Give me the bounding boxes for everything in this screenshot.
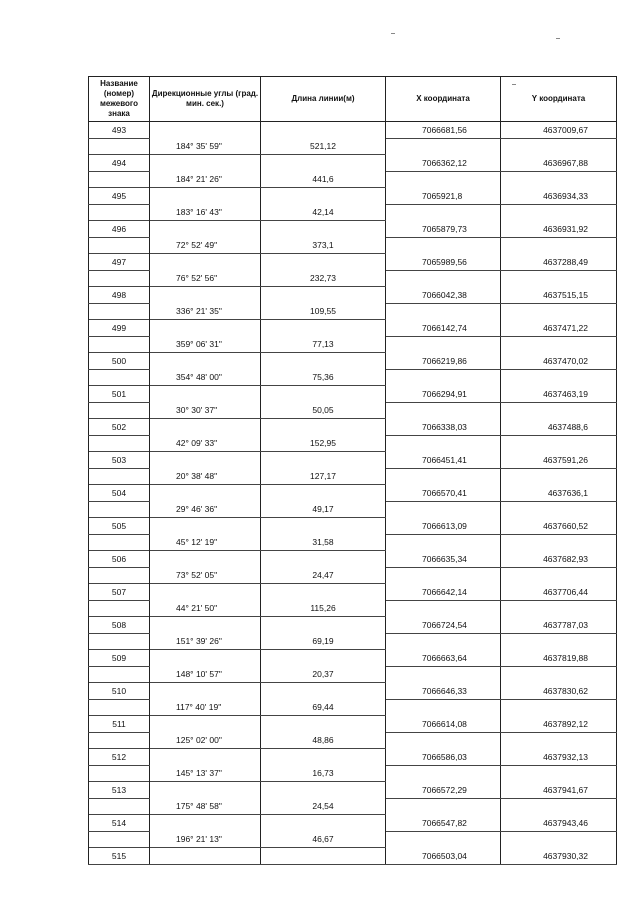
- x-coordinate: 7066042,38: [386, 287, 501, 304]
- empty-cell: [89, 666, 150, 683]
- point-name: 498: [89, 287, 150, 304]
- empty-cell: [261, 716, 386, 733]
- table-row-line: [89, 831, 617, 848]
- y-coordinate: 4637682,93: [501, 551, 617, 568]
- empty-cell: [501, 501, 617, 518]
- point-name: 510: [89, 683, 150, 700]
- empty-cell: [501, 369, 617, 386]
- empty-cell: [89, 402, 150, 419]
- direction-angle: 117° 40' 19": [150, 699, 261, 716]
- empty-cell: [386, 732, 501, 749]
- empty-cell: [89, 303, 150, 320]
- table-row-line: [89, 765, 617, 782]
- empty-cell: [501, 402, 617, 419]
- table-body: [89, 122, 617, 865]
- line-length: 46,67: [261, 831, 386, 848]
- empty-cell: [501, 567, 617, 584]
- x-coordinate: 7066663,64: [386, 650, 501, 667]
- direction-angle: 125° 02' 00": [150, 732, 261, 749]
- empty-cell: [150, 518, 261, 535]
- empty-cell: [261, 683, 386, 700]
- empty-cell: [89, 732, 150, 749]
- y-coordinate: 4637470,02: [501, 353, 617, 370]
- scan-speck: [556, 38, 560, 39]
- scan-speck: [391, 33, 395, 34]
- empty-cell: [386, 171, 501, 188]
- x-coordinate: 7065989,56: [386, 254, 501, 271]
- x-coordinate: 7066586,03: [386, 749, 501, 766]
- x-coordinate: 7066338,03: [386, 419, 501, 436]
- empty-cell: [89, 600, 150, 617]
- line-length: 20,37: [261, 666, 386, 683]
- empty-cell: [261, 386, 386, 403]
- x-coordinate: 7066503,04: [386, 848, 501, 865]
- y-coordinate: 4637892,12: [501, 716, 617, 733]
- direction-angle: 354° 48' 00": [150, 369, 261, 386]
- y-coordinate: 4637943,46: [501, 815, 617, 832]
- empty-cell: [150, 716, 261, 733]
- x-coordinate: 7066451,41: [386, 452, 501, 469]
- x-coordinate: 7066362,12: [386, 155, 501, 172]
- x-coordinate: 7066635,34: [386, 551, 501, 568]
- y-coordinate: 4637706,44: [501, 584, 617, 601]
- empty-cell: [89, 435, 150, 452]
- empty-cell: [89, 138, 150, 155]
- direction-angle: 42° 09' 33": [150, 435, 261, 452]
- point-name: 501: [89, 386, 150, 403]
- point-name: 512: [89, 749, 150, 766]
- empty-cell: [89, 369, 150, 386]
- empty-cell: [501, 468, 617, 485]
- table-row-line: [89, 402, 617, 419]
- table-row-point: [89, 386, 617, 403]
- direction-angle: 44° 21' 50": [150, 600, 261, 617]
- empty-cell: [89, 270, 150, 287]
- empty-cell: [261, 815, 386, 832]
- table-row-line: [89, 171, 617, 188]
- x-coordinate: 7066642,14: [386, 584, 501, 601]
- line-length: 49,17: [261, 501, 386, 518]
- table-row-point: [89, 122, 617, 139]
- point-name: 493: [89, 122, 150, 139]
- table-row-point: [89, 188, 617, 205]
- direction-angle: 72° 52' 49": [150, 237, 261, 254]
- table-row-point: [89, 716, 617, 733]
- header-angle: Дирекционные углы (град. мин. сек.): [150, 77, 261, 122]
- empty-cell: [89, 534, 150, 551]
- line-length: 373,1: [261, 237, 386, 254]
- table-row-line: [89, 798, 617, 815]
- point-name: 515: [89, 848, 150, 865]
- empty-cell: [501, 237, 617, 254]
- line-length: 24,54: [261, 798, 386, 815]
- x-coordinate: 7066681,56: [386, 122, 501, 139]
- empty-cell: [261, 122, 386, 139]
- direction-angle: 184° 21' 26": [150, 171, 261, 188]
- direction-angle: 30° 30' 37": [150, 402, 261, 419]
- empty-cell: [89, 468, 150, 485]
- table-row-point: [89, 485, 617, 502]
- empty-cell: [386, 831, 501, 848]
- y-coordinate: 4637830,62: [501, 683, 617, 700]
- table-row-point: [89, 518, 617, 535]
- empty-cell: [150, 584, 261, 601]
- y-coordinate: 4637471,22: [501, 320, 617, 337]
- direction-angle: 336° 21' 35": [150, 303, 261, 320]
- x-coordinate: 7065921,8: [386, 188, 501, 205]
- empty-cell: [89, 567, 150, 584]
- empty-cell: [386, 534, 501, 551]
- table-row-point: [89, 287, 617, 304]
- table-row-point: [89, 782, 617, 799]
- point-name: 495: [89, 188, 150, 205]
- table-row-point: [89, 815, 617, 832]
- empty-cell: [261, 782, 386, 799]
- empty-cell: [89, 171, 150, 188]
- empty-cell: [89, 204, 150, 221]
- x-coordinate: 7066614,08: [386, 716, 501, 733]
- direction-angle: 183° 16' 43": [150, 204, 261, 221]
- table-row-point: [89, 155, 617, 172]
- y-coordinate: 4636967,88: [501, 155, 617, 172]
- table-row-line: [89, 732, 617, 749]
- x-coordinate: 7066613,09: [386, 518, 501, 535]
- empty-cell: [501, 633, 617, 650]
- empty-cell: [150, 782, 261, 799]
- x-coordinate: 7066219,86: [386, 353, 501, 370]
- y-coordinate: 4637591,26: [501, 452, 617, 469]
- empty-cell: [386, 303, 501, 320]
- empty-cell: [150, 551, 261, 568]
- empty-cell: [386, 666, 501, 683]
- empty-cell: [386, 699, 501, 716]
- y-coordinate: 4637488,6: [501, 419, 617, 436]
- table-row-line: [89, 138, 617, 155]
- point-name: 502: [89, 419, 150, 436]
- y-coordinate: 4637930,32: [501, 848, 617, 865]
- line-length: 42,14: [261, 204, 386, 221]
- line-length: 69,44: [261, 699, 386, 716]
- point-name: 497: [89, 254, 150, 271]
- point-name: 494: [89, 155, 150, 172]
- empty-cell: [501, 831, 617, 848]
- empty-cell: [386, 336, 501, 353]
- point-name: 513: [89, 782, 150, 799]
- direction-angle: 151° 39' 26": [150, 633, 261, 650]
- y-coordinate: 4637463,19: [501, 386, 617, 403]
- y-coordinate: 4637009,67: [501, 122, 617, 139]
- y-coordinate: 4637515,15: [501, 287, 617, 304]
- y-coordinate: 4637932,13: [501, 749, 617, 766]
- empty-cell: [89, 831, 150, 848]
- y-coordinate: 4637288,49: [501, 254, 617, 271]
- point-name: 509: [89, 650, 150, 667]
- empty-cell: [150, 320, 261, 337]
- empty-cell: [501, 600, 617, 617]
- empty-cell: [150, 749, 261, 766]
- table-row-point: [89, 551, 617, 568]
- y-coordinate: 4636934,33: [501, 188, 617, 205]
- line-length: 48,86: [261, 732, 386, 749]
- point-name: 511: [89, 716, 150, 733]
- empty-cell: [150, 353, 261, 370]
- x-coordinate: 7066142,74: [386, 320, 501, 337]
- empty-cell: [261, 551, 386, 568]
- table-row-line: [89, 666, 617, 683]
- direction-angle: 73° 52' 05": [150, 567, 261, 584]
- empty-cell: [150, 815, 261, 832]
- y-coordinate: 4637636,1: [501, 485, 617, 502]
- table-row-line: [89, 501, 617, 518]
- empty-cell: [386, 402, 501, 419]
- empty-cell: [261, 650, 386, 667]
- direction-angle: 175° 48' 58": [150, 798, 261, 815]
- empty-cell: [150, 188, 261, 205]
- line-length: 75,36: [261, 369, 386, 386]
- empty-cell: [89, 336, 150, 353]
- direction-angle: 76° 52' 56": [150, 270, 261, 287]
- empty-cell: [501, 666, 617, 683]
- table-row-point: [89, 320, 617, 337]
- table-row-point: [89, 650, 617, 667]
- table-header-row: [89, 77, 617, 122]
- header-point-name: Название (номер) межевого знака: [89, 77, 150, 122]
- empty-cell: [89, 699, 150, 716]
- table-row-point: [89, 848, 617, 865]
- line-length: 24,47: [261, 567, 386, 584]
- empty-cell: [150, 452, 261, 469]
- table-row-line: [89, 534, 617, 551]
- y-coordinate: 4637660,52: [501, 518, 617, 535]
- x-coordinate: 7066570,41: [386, 485, 501, 502]
- empty-cell: [150, 485, 261, 502]
- point-name: 506: [89, 551, 150, 568]
- direction-angle: 29° 46' 36": [150, 501, 261, 518]
- table-row-line: [89, 468, 617, 485]
- empty-cell: [89, 501, 150, 518]
- empty-cell: [386, 765, 501, 782]
- empty-cell: [501, 435, 617, 452]
- line-length: 441,6: [261, 171, 386, 188]
- table-row-point: [89, 419, 617, 436]
- line-length: 152,95: [261, 435, 386, 452]
- empty-cell: [386, 237, 501, 254]
- table-row-line: [89, 435, 617, 452]
- line-length: 16,73: [261, 765, 386, 782]
- empty-cell: [150, 287, 261, 304]
- table-row-point: [89, 617, 617, 634]
- empty-cell: [150, 155, 261, 172]
- empty-cell: [261, 848, 386, 865]
- x-coordinate: 7066547,82: [386, 815, 501, 832]
- empty-cell: [150, 419, 261, 436]
- point-name: 496: [89, 221, 150, 238]
- empty-cell: [386, 204, 501, 221]
- line-length: 50,05: [261, 402, 386, 419]
- line-length: 521,12: [261, 138, 386, 155]
- table-row-line: [89, 270, 617, 287]
- empty-cell: [261, 617, 386, 634]
- y-coordinate: 4636931,92: [501, 221, 617, 238]
- empty-cell: [89, 237, 150, 254]
- empty-cell: [386, 567, 501, 584]
- table-row-line: [89, 237, 617, 254]
- table-row-line: [89, 204, 617, 221]
- empty-cell: [150, 650, 261, 667]
- empty-cell: [150, 254, 261, 271]
- point-name: 505: [89, 518, 150, 535]
- empty-cell: [261, 419, 386, 436]
- empty-cell: [261, 452, 386, 469]
- coordinates-table: [88, 76, 617, 865]
- empty-cell: [501, 138, 617, 155]
- direction-angle: 196° 21' 13": [150, 831, 261, 848]
- y-coordinate: 4637941,67: [501, 782, 617, 799]
- table-row-line: [89, 336, 617, 353]
- header-x: X координата: [386, 77, 501, 122]
- empty-cell: [150, 122, 261, 139]
- x-coordinate: 7066646,33: [386, 683, 501, 700]
- y-coordinate: 4637819,88: [501, 650, 617, 667]
- empty-cell: [386, 435, 501, 452]
- point-name: 514: [89, 815, 150, 832]
- empty-cell: [89, 798, 150, 815]
- line-length: 232,73: [261, 270, 386, 287]
- empty-cell: [261, 254, 386, 271]
- point-name: 499: [89, 320, 150, 337]
- empty-cell: [150, 386, 261, 403]
- point-name: 507: [89, 584, 150, 601]
- empty-cell: [261, 749, 386, 766]
- empty-cell: [150, 617, 261, 634]
- empty-cell: [150, 221, 261, 238]
- empty-cell: [89, 765, 150, 782]
- header-y: Y координата: [501, 77, 617, 122]
- table-row-line: [89, 369, 617, 386]
- empty-cell: [261, 584, 386, 601]
- empty-cell: [89, 633, 150, 650]
- empty-cell: [501, 336, 617, 353]
- empty-cell: [386, 270, 501, 287]
- x-coordinate: 7065879,73: [386, 221, 501, 238]
- empty-cell: [261, 287, 386, 304]
- empty-cell: [501, 270, 617, 287]
- point-name: 508: [89, 617, 150, 634]
- empty-cell: [386, 798, 501, 815]
- empty-cell: [386, 600, 501, 617]
- line-length: 31,58: [261, 534, 386, 551]
- empty-cell: [261, 485, 386, 502]
- table-row-point: [89, 749, 617, 766]
- x-coordinate: 7066294,91: [386, 386, 501, 403]
- line-length: 77,13: [261, 336, 386, 353]
- direction-angle: 184° 35' 59": [150, 138, 261, 155]
- direction-angle: 45° 12' 19": [150, 534, 261, 551]
- point-name: 503: [89, 452, 150, 469]
- empty-cell: [386, 633, 501, 650]
- empty-cell: [501, 699, 617, 716]
- point-name: 500: [89, 353, 150, 370]
- table-row-line: [89, 303, 617, 320]
- empty-cell: [261, 155, 386, 172]
- empty-cell: [501, 171, 617, 188]
- line-length: 69,19: [261, 633, 386, 650]
- empty-cell: [501, 204, 617, 221]
- empty-cell: [501, 303, 617, 320]
- line-length: 109,55: [261, 303, 386, 320]
- table-row-line: [89, 699, 617, 716]
- empty-cell: [261, 353, 386, 370]
- direction-angle: 359° 06' 31": [150, 336, 261, 353]
- line-length: 115,26: [261, 600, 386, 617]
- direction-angle: 148° 10' 57": [150, 666, 261, 683]
- x-coordinate: 7066724,54: [386, 617, 501, 634]
- empty-cell: [261, 320, 386, 337]
- line-length: 127,17: [261, 468, 386, 485]
- table-row-point: [89, 452, 617, 469]
- empty-cell: [501, 798, 617, 815]
- table-row-point: [89, 254, 617, 271]
- y-coordinate: 4637787,03: [501, 617, 617, 634]
- table-row-point: [89, 221, 617, 238]
- empty-cell: [386, 138, 501, 155]
- empty-cell: [386, 369, 501, 386]
- empty-cell: [386, 468, 501, 485]
- empty-cell: [150, 848, 261, 865]
- direction-angle: 145° 13' 37": [150, 765, 261, 782]
- table-row-point: [89, 683, 617, 700]
- table-row-line: [89, 600, 617, 617]
- x-coordinate: 7066572,29: [386, 782, 501, 799]
- empty-cell: [261, 188, 386, 205]
- empty-cell: [501, 765, 617, 782]
- table-row-line: [89, 567, 617, 584]
- direction-angle: 20° 38' 48": [150, 468, 261, 485]
- table-row-point: [89, 584, 617, 601]
- empty-cell: [261, 518, 386, 535]
- empty-cell: [150, 683, 261, 700]
- header-length: Длина линии(м): [261, 77, 386, 122]
- empty-cell: [386, 501, 501, 518]
- table-row-point: [89, 353, 617, 370]
- empty-cell: [501, 732, 617, 749]
- point-name: 504: [89, 485, 150, 502]
- empty-cell: [261, 221, 386, 238]
- table-row-line: [89, 633, 617, 650]
- empty-cell: [501, 534, 617, 551]
